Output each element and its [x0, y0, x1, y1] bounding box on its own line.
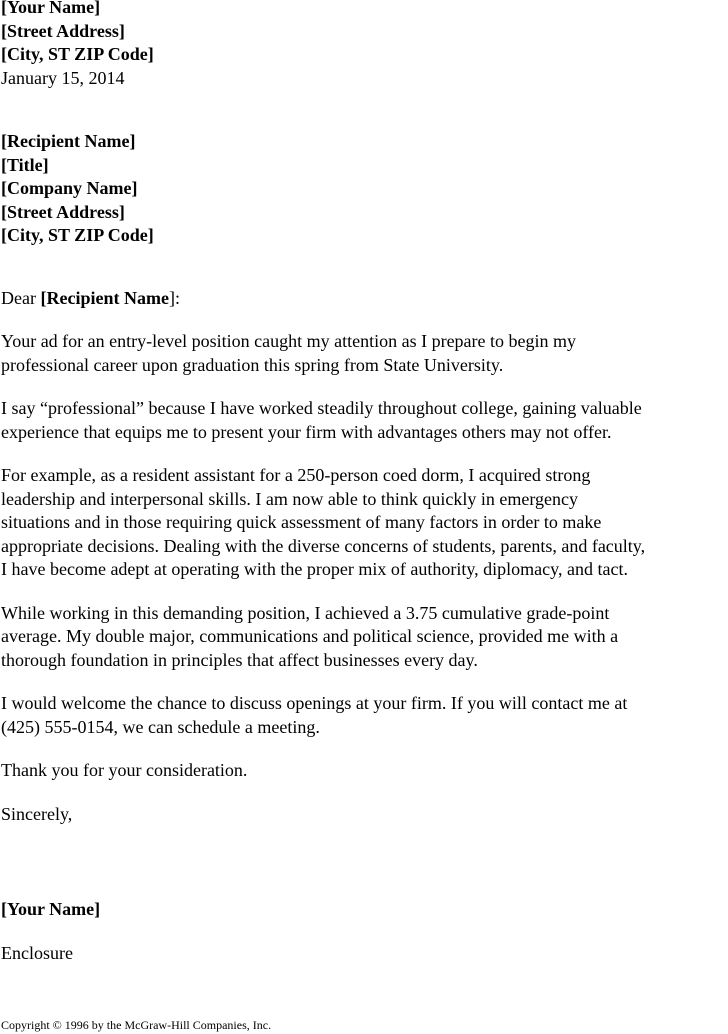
- recipient-block: [1, 130, 727, 248]
- copyright-footer: Copyright © 1996 by the McGraw-Hill Companies, Inc.: [1, 1018, 272, 1032]
- paragraph-line: Thank you for your consideration.: [1, 760, 248, 780]
- recipient-city: [City, ST ZIP Code]: [1, 225, 154, 245]
- letter-date: January 15, 2014: [1, 67, 125, 88]
- body-paragraph-6: [1, 759, 728, 783]
- salutation-name: Recipient Name: [46, 287, 169, 308]
- salutation-open-bracket: [: [40, 287, 47, 308]
- signature-name: [Your Name]: [1, 899, 101, 919]
- paragraph-line: Your ad for an entry-level position caught my attention as I prepare to begin my: [1, 331, 577, 351]
- paragraph-line: experience that equips me to present your firm with advantages others may not offer.: [1, 421, 612, 442]
- sender-street: [Street Address]: [1, 20, 125, 41]
- paragraph-line: I say “professional” because I have worked steadily throughout college, gaining valuable: [1, 398, 642, 418]
- paragraph-line: I would welcome the chance to discuss openings at your firm. If you will contact me at: [1, 693, 628, 713]
- paragraph-line: I have become adept at operating with the proper mix of authority, diplomacy, and tact.: [1, 559, 628, 579]
- recipient-name: [Recipient Name]: [1, 131, 136, 151]
- body-paragraph-5: [1, 692, 728, 739]
- recipient-title: [Title]: [1, 154, 49, 175]
- paragraph-line: thorough foundation in principles that affect businesses every day.: [1, 649, 478, 670]
- paragraph-line: (425) 555-0154, we can schedule a meeting.: [1, 716, 320, 737]
- salutation: [1, 287, 727, 311]
- paragraph-line: average. My double major, communications and political science, provided me with a: [1, 626, 619, 646]
- paragraph-line: professional career upon graduation this spring from State University.: [1, 354, 504, 375]
- paragraph-line: appropriate decisions. Dealing with the diverse concerns of students, parents, and faculty,: [1, 535, 646, 556]
- paragraph-line: While working in this demanding position, I achieved a 3.75 cumulative grade-point: [1, 602, 610, 623]
- valediction: Sincerely,: [1, 803, 73, 824]
- salutation-suffix: :: [174, 287, 180, 308]
- sender-city: [City, ST ZIP Code]: [1, 44, 154, 64]
- paragraph-line: For example, as a resident assistant for a 250-person coed dorm, I acquired strong: [1, 465, 591, 485]
- sender-block: [1, 0, 727, 90]
- recipient-company: [Company Name]: [1, 178, 138, 198]
- salutation-prefix: Dear: [1, 287, 41, 308]
- sender-name: [Your Name]: [1, 0, 101, 17]
- salutation-close-bracket: ]: [168, 287, 175, 308]
- body-paragraph-3: [1, 464, 728, 582]
- letter-page: [1, 0, 727, 965]
- paragraph-line: situations and in those requiring quick assessment of many factors in order to make: [1, 512, 602, 532]
- recipient-street: [Street Address]: [1, 201, 125, 222]
- body-paragraph-4: [1, 602, 728, 673]
- enclosure-note: Enclosure: [1, 942, 73, 963]
- body-paragraph-2: [1, 397, 728, 444]
- paragraph-line: leadership and interpersonal skills. I am now able to think quickly in emergency: [1, 488, 579, 509]
- body-paragraph-1: [1, 330, 728, 377]
